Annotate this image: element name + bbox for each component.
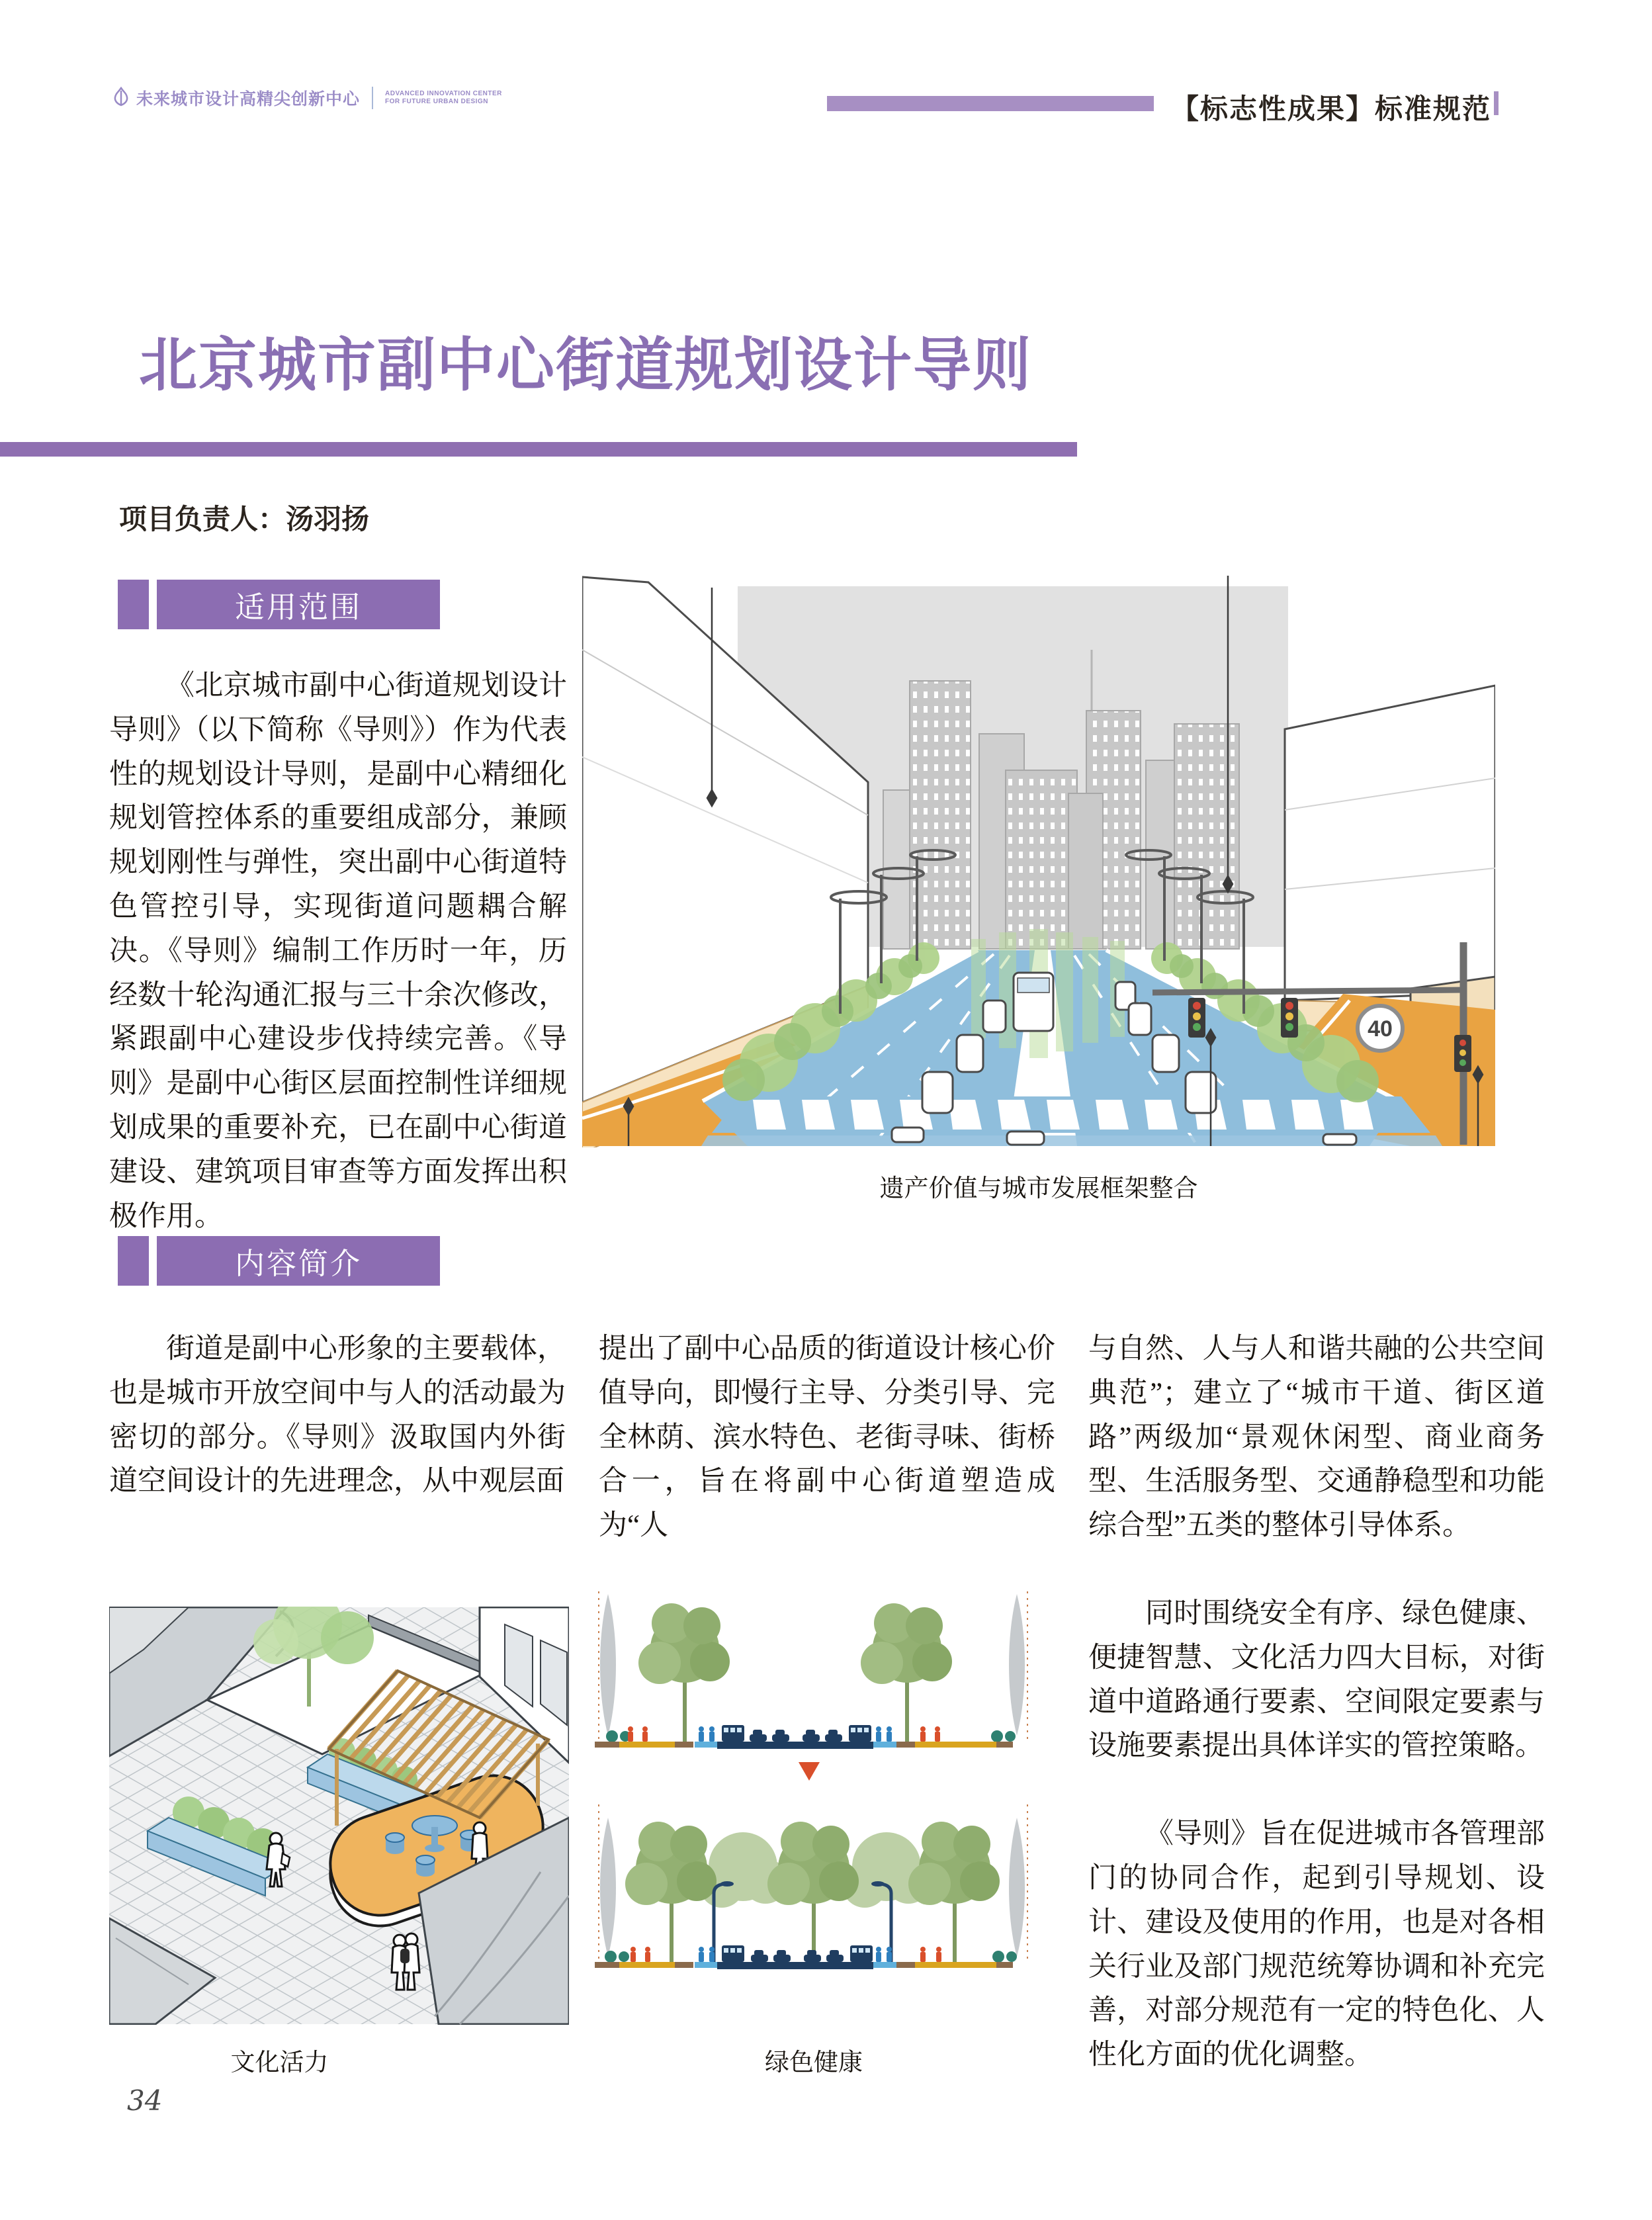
speed-limit-text: 40 (1368, 1016, 1393, 1042)
logo-text-zh: 未来城市设计高精尖创新中心 (136, 90, 361, 109)
section-heading-label: 适用范围 (234, 590, 362, 624)
vehicles (722, 1945, 873, 1962)
figure-caption-culture: 文化活力 (230, 2049, 329, 2076)
section-heading-label: 内容简介 (234, 1247, 362, 1280)
intro-column-1 (109, 1327, 566, 1504)
intro-col3-paragraph-1: 与自然、人与人和谐共融的公共空间典范”；建立了“城市干道、街区道路”两级加“景观休闲型、商业商务型、生活服务型、交通静稳型和功能综合型”五类的整体引导体系。 (1088, 1333, 1545, 1542)
cross-section-before (595, 1594, 1025, 1749)
intro-col2-paragraph: 提出了副中心品质的街道设计核心价值导向，即慢行主导、分类引导、完全林荫、滨水特色、老街寻味、街桥合一，旨在将副中心街道塑造成为“人 (599, 1333, 1055, 1542)
scope-paragraph: 《北京城市副中心街道规划设计导则》（以下简称《导则》）作为代表性的规划设计导则，是副中心精细化规划管控体系的重要组成部分，兼顾规划刚性与弹性，突出副中心街道特色管控引导，实现街道问题耦合解决。《导则》编制工作历时一年，历经数十轮沟通汇报与三十余次修改，紧跟副中心建设步伐持续完善。《导则》是副中心街区层面控制性详细规划成果的重要补充，已在副中心街道建设、建筑项目审查等方面发挥出积极作用。 (109, 670, 567, 1232)
category-label: 【标志性成果】标准规范 (1171, 93, 1492, 124)
logo-en-line1: ADVANCED INNOVATION CENTER (385, 90, 502, 97)
figure-caption-main: 遗产价值与城市发展框架整合 (879, 1175, 1198, 1202)
logo-icon (114, 87, 128, 110)
logo-en-line2: FOR FUTURE URBAN DESIGN (385, 98, 488, 105)
page-number: 34 (127, 2084, 163, 2117)
section-marker (118, 580, 149, 629)
page-title: 北京城市副中心街道规划设计导则 (139, 332, 1033, 398)
intro-column-2 (599, 1327, 1055, 1548)
logo-text-en (385, 90, 502, 106)
tree (767, 1822, 859, 1962)
intro-col1-paragraph: 街道是副中心形象的主要载体，也是城市开放空间中与人的活动最为密切的部分。《导则》汲取国内外街道空间设计的先进理念，从中观层面 (109, 1333, 566, 1497)
down-arrow (799, 1762, 820, 1781)
figure-green-health (592, 1581, 1035, 1986)
figure-caption-green: 绿色健康 (765, 2049, 863, 2076)
section-marker (118, 1236, 149, 1286)
intro-column-3 (1088, 1327, 1545, 2078)
ground-strip (595, 1962, 1013, 1969)
intro-col3-paragraph-2: 同时围绕安全有序、绿色健康、便捷智慧、文化活力四大目标，对街道中道路通行要素、空间限定要素与设施要素提出具体详实的管控策略。 (1088, 1597, 1545, 1762)
figure-cultural-vitality (109, 1607, 569, 2025)
category-tick (1494, 91, 1499, 115)
intro-col3-paragraph-3: 《导则》旨在促进城市各管理部门的协同合作，起到引导规划、设计、建设及使用的作用，也是对各相关行业及部门规范统筹协调和补充完善，对部分规范有一定的特色化、人性化方面的优化调整。 (1088, 1818, 1545, 2071)
title-rule (0, 442, 1077, 457)
vehicles (722, 1725, 871, 1742)
logo-divider (372, 87, 373, 109)
tree (908, 1822, 1000, 1962)
project-leader: 项目负责人：汤羽扬 (119, 504, 370, 535)
section-heading-intro (157, 1236, 440, 1286)
ground-strip (595, 1742, 1013, 1749)
section-heading-scope (157, 580, 440, 629)
cross-section-after (595, 1818, 1025, 1969)
tree (625, 1822, 717, 1962)
category-bar (827, 96, 1154, 111)
tree (638, 1603, 730, 1742)
org-logo (114, 86, 502, 110)
figure-street-perspective (582, 570, 1495, 1147)
tree (861, 1603, 952, 1742)
